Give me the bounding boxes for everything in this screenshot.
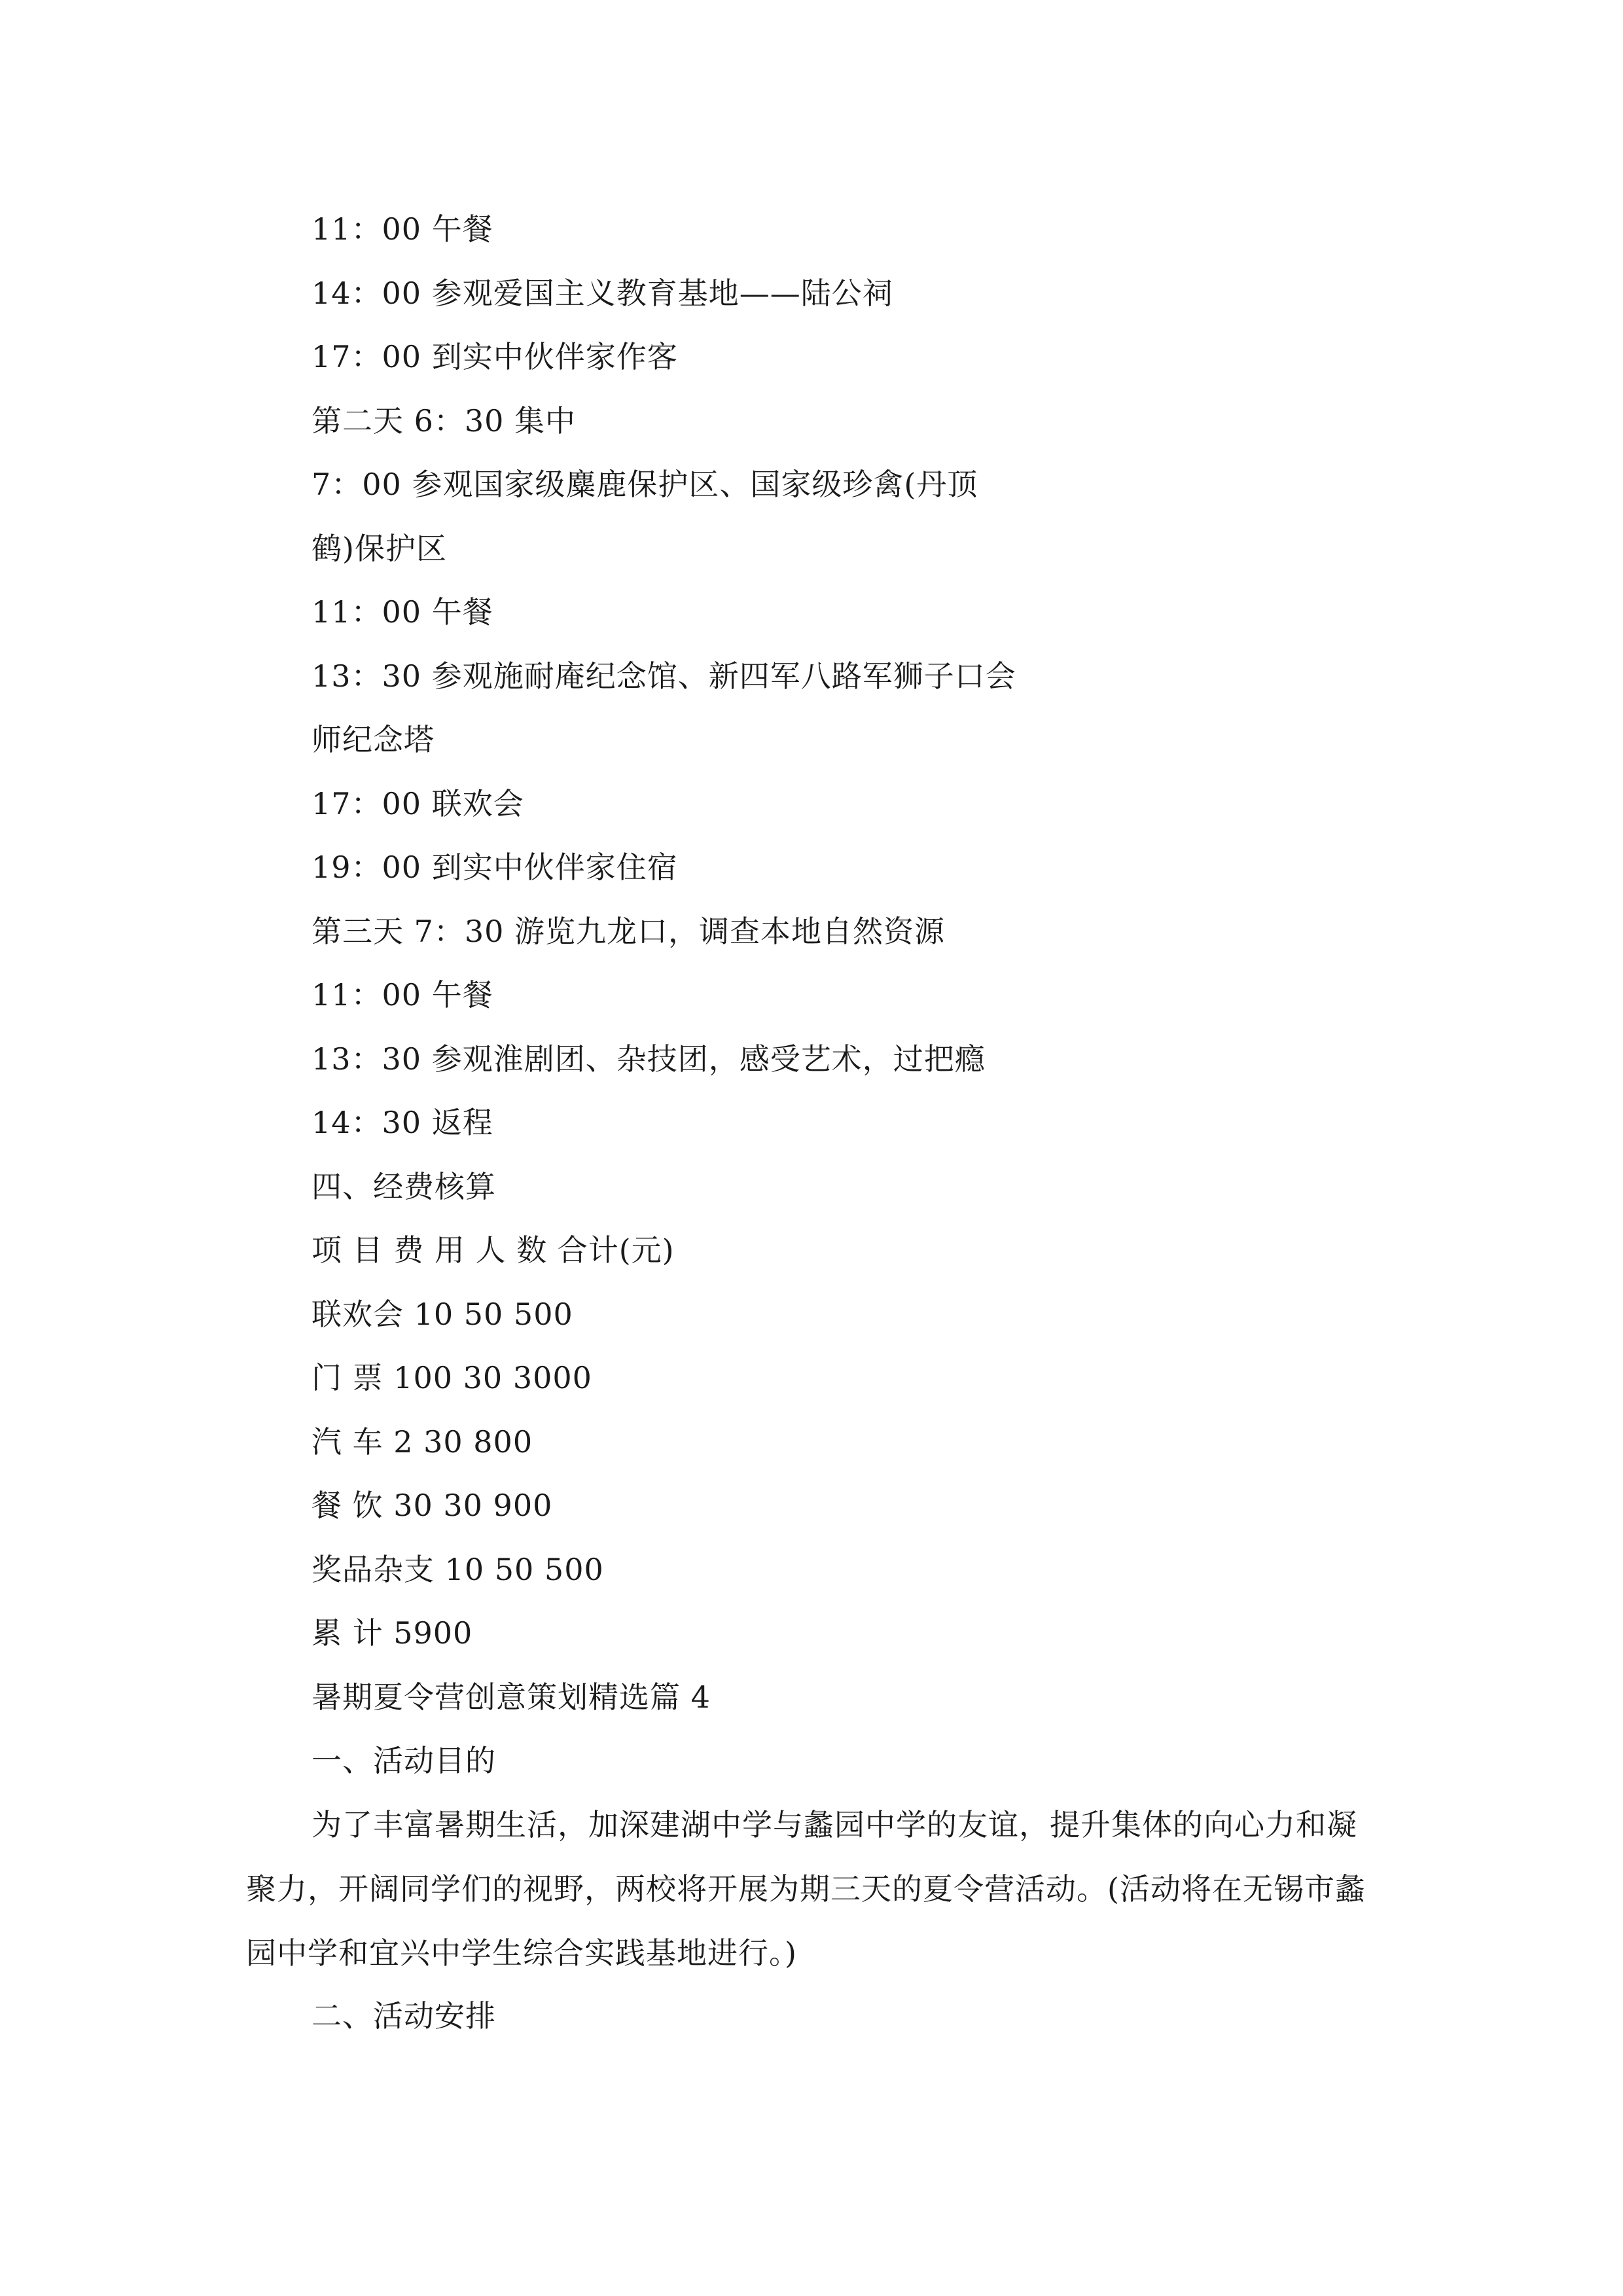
schedule-line: 14：00 参观爱国主义教育基地——陆公祠 (312, 276, 893, 311)
schedule-line: 11：00 午餐 (312, 211, 493, 247)
schedule-line: 14：30 返程 (312, 1105, 493, 1140)
budget-row: 汽 车 2 30 800 (312, 1424, 533, 1460)
schedule-line: 17：00 到实中伙伴家作客 (312, 339, 678, 374)
schedule-line: 第三天 7：30 游览九龙口，调查本地自然资源 (312, 914, 946, 949)
budget-row: 奖品杂支 10 50 500 (312, 1552, 604, 1587)
schedule-line: 鹤)保护区 (312, 531, 447, 566)
budget-header-row: 项 目 费 用 人 数 合计(元) (312, 1232, 675, 1268)
purpose-paragraph: 为了丰富暑期生活，加深建湖中学与蠡园中学的友谊，提升集体的向心力和凝聚力，开阔同学们的视野，两校将开展为期三天的夏令营活动。(活动将在无锡市蠡园中学和宜兴中学生综合实践基地进行。) (246, 1807, 1366, 1971)
article-title: 暑期夏令营创意策划精选篇 4 (312, 1679, 711, 1715)
budget-total-row: 累 计 5900 (312, 1615, 473, 1651)
schedule-line: 13：30 参观施耐庵纪念馆、新四军八路军狮子口会 (312, 658, 1016, 694)
budget-row: 门 票 100 30 3000 (312, 1360, 592, 1395)
budget-row: 联欢会 10 50 500 (312, 1297, 573, 1332)
schedule-line: 7：00 参观国家级麋鹿保护区、国家级珍禽(丹顶 (312, 467, 978, 502)
section-heading: 二、活动安排 (312, 1998, 496, 2034)
schedule-line: 11：00 午餐 (312, 594, 493, 630)
section-heading: 四、经费核算 (312, 1169, 496, 1204)
schedule-line: 第二天 6：30 集中 (312, 403, 577, 439)
section-heading: 一、活动目的 (312, 1743, 496, 1778)
schedule-line: 11：00 午餐 (312, 977, 493, 1013)
budget-row: 餐 饮 30 30 900 (312, 1488, 553, 1523)
schedule-line: 师纪念塔 (312, 722, 435, 757)
schedule-line: 17：00 联欢会 (312, 786, 524, 821)
schedule-line: 13：30 参观淮剧团、杂技团，感受艺术，过把瘾 (312, 1041, 986, 1077)
schedule-line: 19：00 到实中伙伴家住宿 (312, 850, 678, 885)
